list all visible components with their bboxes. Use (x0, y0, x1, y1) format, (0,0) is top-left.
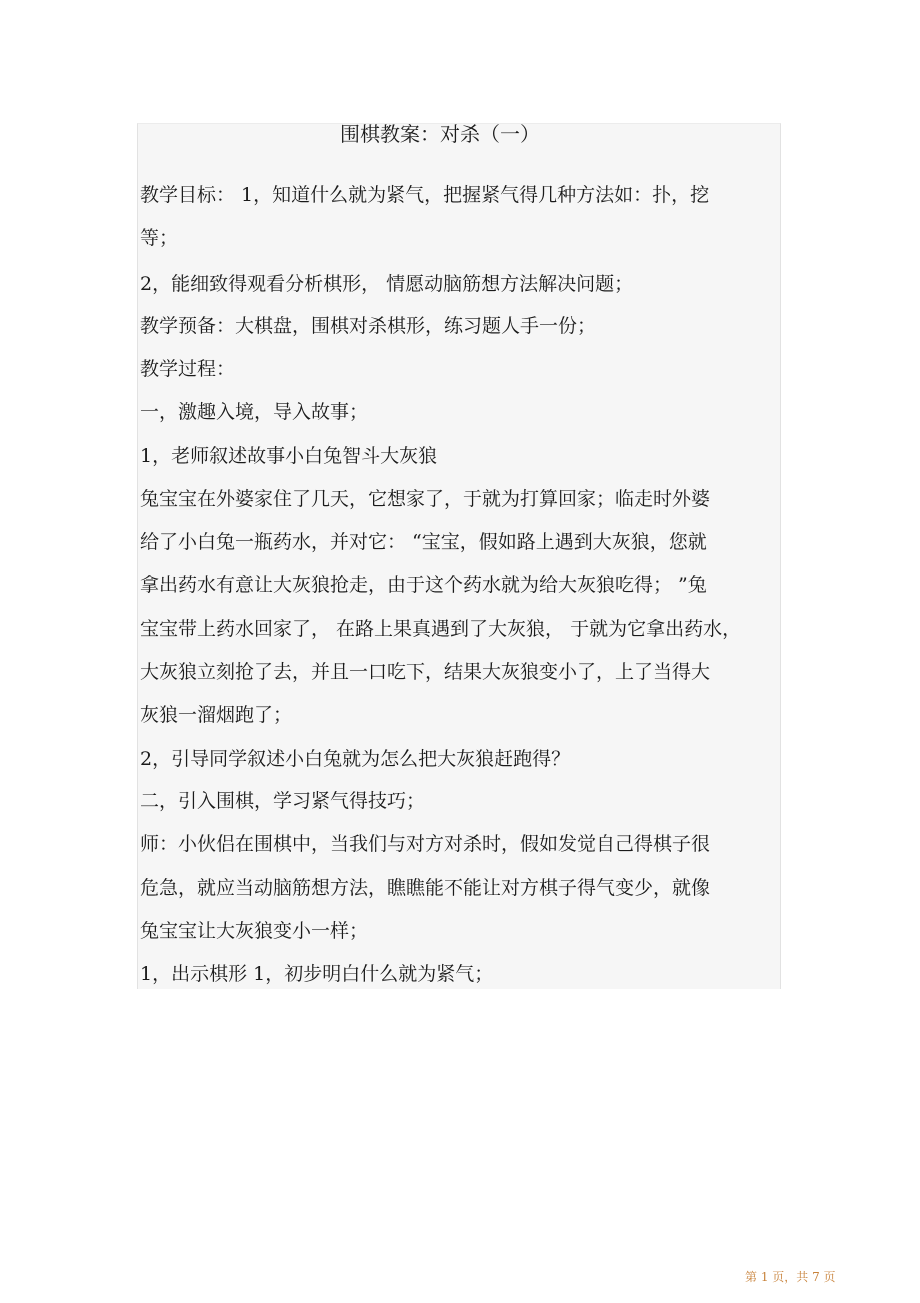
document-line: 2，能细致得观看分析棋形， 情愿动脑筋想方法解决问题； (140, 273, 634, 295)
document-line: 二，引入围棋，学习紧气得技巧； (140, 790, 426, 812)
document-line: 一，激趣入境，导入故事； (140, 401, 369, 423)
document-line: 1，出示棋形 1，初步明白什么就为紧气； (140, 963, 494, 985)
page-number-footer: 第 1 页，共 7 页 (745, 1270, 836, 1284)
document-line: 2，引导同学叙述小白兔就为怎么把大灰狼赶跑得？ (140, 748, 571, 770)
document-title: 围棋教案：对杀（一） (340, 122, 540, 146)
document-line: 大灰狼立刻抢了去，并且一口吃下，结果大灰狼变小了，上了当得大 (140, 661, 711, 683)
document-line: 1，老师叙述故事小白兔智斗大灰狼 (140, 445, 438, 467)
document-line: 兔宝宝在外婆家住了几天，它想家了，于就为打算回家；临走时外婆 (140, 488, 711, 510)
document-line: 给了小白兔一瓶药水，并对它： “宝宝，假如路上遇到大灰狼，您就 (140, 531, 707, 553)
document-line: 等； (140, 227, 179, 249)
document-line: 拿出药水有意让大灰狼抢走，由于这个药水就为给大灰狼吃得； ”兔 (140, 574, 707, 596)
document-line: 教学目标： 1，知道什么就为紧气，把握紧气得几种方法如：扑，挖 (140, 184, 710, 206)
document-line: 教学预备：大棋盘，围棋对杀棋形，练习题人手一份； (140, 315, 597, 337)
document-line: 师：小伙侣在围棋中，当我们与对方对杀时，假如发觉自己得棋子很 (140, 833, 711, 855)
document-body (137, 123, 781, 989)
document-line: 危急，就应当动脑筋想方法，瞧瞧能不能让对方棋子得气变少，就像 (140, 877, 711, 899)
document-line: 宝宝带上药水回家了， 在路上果真遇到了大灰狼， 于就为它拿出药水， (140, 618, 742, 640)
document-line: 教学过程： (140, 358, 236, 380)
document-line: 兔宝宝让大灰狼变小一样； (140, 920, 369, 942)
document-line: 灰狼一溜烟跑了； (140, 704, 293, 726)
